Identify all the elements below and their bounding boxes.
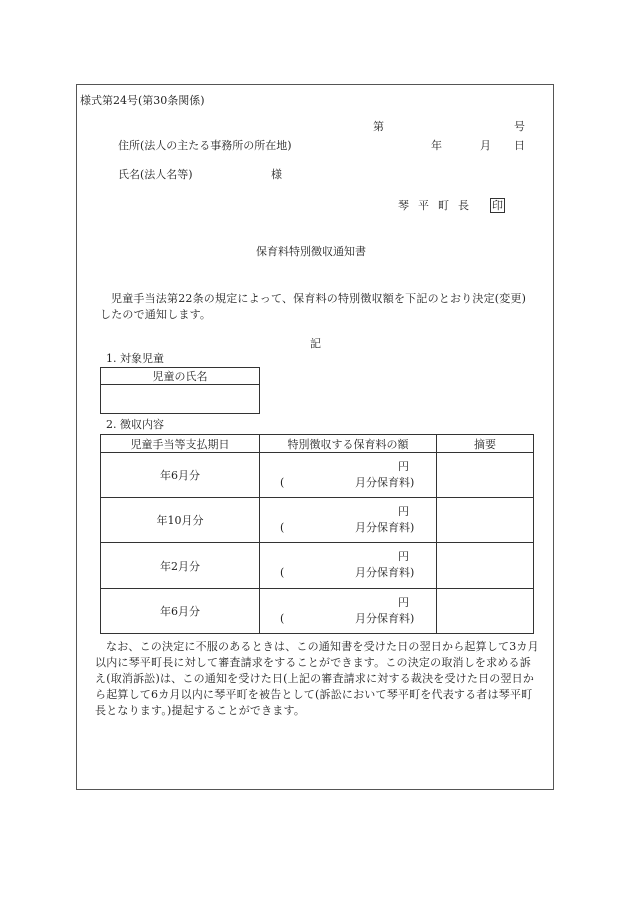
row-amount <box>260 498 437 543</box>
date-day: 日 <box>514 139 525 152</box>
row-note <box>437 543 534 589</box>
table-row <box>101 498 534 543</box>
section2-heading: 2. 徴収内容 <box>106 418 164 431</box>
header-payment-date: 児童手当等支払期日 <box>101 435 260 453</box>
yen-label: 円 <box>398 550 409 563</box>
notice-text: なお、この決定に不服のあるときは、この通知書を受けた日の翌日から起算して3カ月以内に琴平町長に対して審査請求をすることができます。この決定の取消しを求める訴え(取消訴訟)は、この通知を受けた日(上記の審査請求に対する裁決を受けた日の翌日から起算して6カ月以内に琴平町を被告として(訴訟において琴平町を代表する者は琴平町長となります。)提起することができます。 <box>95 640 539 717</box>
seal-text: 印 <box>492 199 503 212</box>
row-amount <box>260 543 437 589</box>
row-amount <box>260 453 437 498</box>
paren-open: ( <box>280 476 285 489</box>
row-date: 年10月分 <box>101 498 260 543</box>
address-label: 住所(法人の主たる事務所の所在地) <box>118 139 292 152</box>
row-note <box>437 453 534 498</box>
honorific: 様 <box>271 168 282 181</box>
month-fee-label: 月分保育料) <box>355 566 415 579</box>
body-text: 児童手当法第22条の規定によって、保育料の特別徴収額を下記のとおり決定(変更)したので通知します。 <box>100 292 527 321</box>
row-date: 年6月分 <box>101 453 260 498</box>
row-date: 年6月分 <box>101 589 260 634</box>
header-remarks: 摘要 <box>437 435 534 453</box>
row-note <box>437 498 534 543</box>
doc-number-go: 号 <box>514 120 525 133</box>
document-title: 保育料特別徴収通知書 <box>256 245 366 258</box>
table-row <box>101 589 534 634</box>
seal-stamp <box>490 198 505 213</box>
doc-number-dai: 第 <box>373 120 384 133</box>
collection-table <box>100 434 534 634</box>
table-row <box>101 453 534 498</box>
yen-label: 円 <box>398 460 409 473</box>
row-date: 年2月分 <box>101 543 260 589</box>
month-fee-label: 月分保育料) <box>355 612 415 625</box>
child-name-cell <box>101 385 260 414</box>
yen-label: 円 <box>398 596 409 609</box>
header-amount: 特別徴収する保育料の額 <box>260 435 437 453</box>
table-row <box>101 543 534 589</box>
form-number: 様式第24号(第30条関係) <box>80 94 205 107</box>
paren-open: ( <box>280 521 285 534</box>
name-label: 氏名(法人名等) <box>118 168 193 181</box>
row-amount <box>260 589 437 634</box>
paren-open: ( <box>280 612 285 625</box>
issuer: 琴平町長 <box>398 199 478 212</box>
ki-label: 記 <box>310 337 321 350</box>
row-note <box>437 589 534 634</box>
child-name-table <box>100 367 260 414</box>
date-month: 月 <box>480 139 491 152</box>
section1-heading: 1. 対象児童 <box>106 352 164 365</box>
month-fee-label: 月分保育料) <box>355 476 415 489</box>
paren-open: ( <box>280 566 285 579</box>
child-name-header: 児童の氏名 <box>101 368 260 385</box>
yen-label: 円 <box>398 505 409 518</box>
month-fee-label: 月分保育料) <box>355 521 415 534</box>
date-year: 年 <box>431 139 442 152</box>
